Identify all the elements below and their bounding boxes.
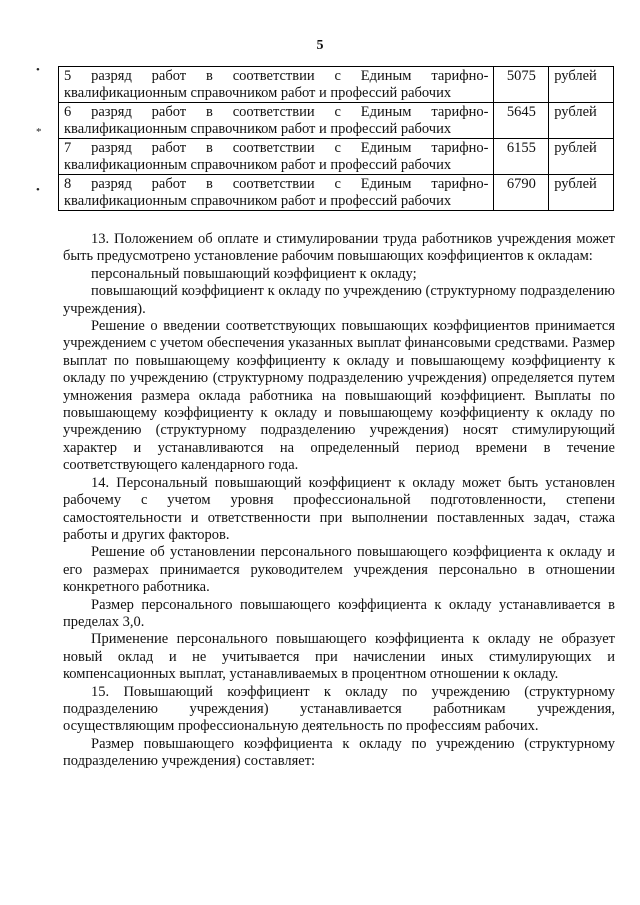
paragraph: Применение персонального повышающего коэффициента к окладу не образует новый оклад и не учитывается при начислении иных стимулирующих и компенсационных выплат, устанавливаемых в процентном отношении к окладу.: [63, 631, 615, 683]
table-cell-unit: рублей: [549, 67, 614, 103]
paragraph: повышающий коэффициент к окладу по учреждению (структурному подразделению учреждения).: [63, 283, 615, 317]
margin-mark: •: [36, 184, 40, 196]
paragraph: персональный повышающий коэффициент к окладу;: [91, 265, 417, 282]
table-row: [59, 139, 614, 175]
table-cell-amount: 5645: [493, 103, 549, 139]
table-row: [59, 67, 614, 103]
paragraph-15: 15. Повышающий коэффициент к окладу по учреждению (структурному подразделению учреждения) устанавливается работникам учреждения, осуществляющим профессиональную деятельность по профессиям рабочих.: [63, 683, 615, 735]
table-cell-amount: 6155: [493, 139, 549, 175]
table-cell-description: 7 разряд работ в соответствии с Единым тарифно-квалификационным справочником работ и профессий рабочих: [59, 139, 494, 175]
paragraph: Размер повышающего коэффициента к окладу по учреждению (структурному подразделению учреждения) составляет:: [63, 735, 615, 770]
document-body: [63, 231, 615, 771]
table-cell-description: 8 разряд работ в соответствии с Единым тарифно-квалификационным справочником работ и профессий рабочих: [59, 175, 494, 211]
table-cell-unit: рублей: [549, 139, 614, 175]
paragraph: Размер персонального повышающего коэффициента к окладу устанавливается в пределах 3,0.: [63, 596, 615, 630]
margin-mark: •: [36, 64, 40, 76]
margin-mark: *: [36, 126, 42, 138]
table-row: [59, 175, 614, 211]
table-cell-amount: 6790: [493, 175, 549, 211]
table-cell-unit: рублей: [549, 175, 614, 211]
table-cell-description: 6 разряд работ в соответствии с Единым тарифно-квалификационным справочником работ и профессий рабочих: [59, 103, 494, 139]
table-cell-unit: рублей: [549, 103, 614, 139]
paragraph: Решение об установлении персонального повышающего коэффициента к окладу и его размерах принимается руководителем учреждения персонально в отношении конкретного работника.: [63, 544, 615, 596]
table-cell-description: 5 разряд работ в соответствии с Единым тарифно-квалификационным справочником работ и профессий рабочих: [59, 67, 494, 103]
paragraph-13: 13. Положением об оплате и стимулировании труда работников учреждения может быть предусмотрено установление рабочим повышающих коэффициентов к окладам:: [63, 231, 615, 265]
paragraph-14: 14. Персональный повышающий коэффициент к окладу может быть установлен рабочему с учетом уровня профессиональной подготовленности, степени самостоятельности и ответственности при выполнении поставленных задач, стажа работы и других факторов.: [63, 474, 615, 543]
page-number: 5: [316, 38, 324, 53]
table-cell-amount: 5075: [493, 67, 549, 103]
tariff-table: [58, 66, 614, 211]
table-row: [59, 103, 614, 139]
paragraph: Решение о введении соответствующих повышающих коэффициентов принимается учреждением с учетом обеспечения указанных выплат финансовыми средствами. Размер выплат по повышающему коэффициенту к окладу и повышающему коэффициенту к окладу по учреждению (структурному подразделению учреждения) определяется путем умножения размера оклада работника на повышающий коэффициент. Выплаты по повышающему коэффициенту к окладу и повышающему коэффициенту к окладу по учреждению (структурному подразделению учреждения) носят стимулирующий характер и устанавливаются на определенный период времени в течение соответствующего календарного года.: [63, 318, 615, 474]
